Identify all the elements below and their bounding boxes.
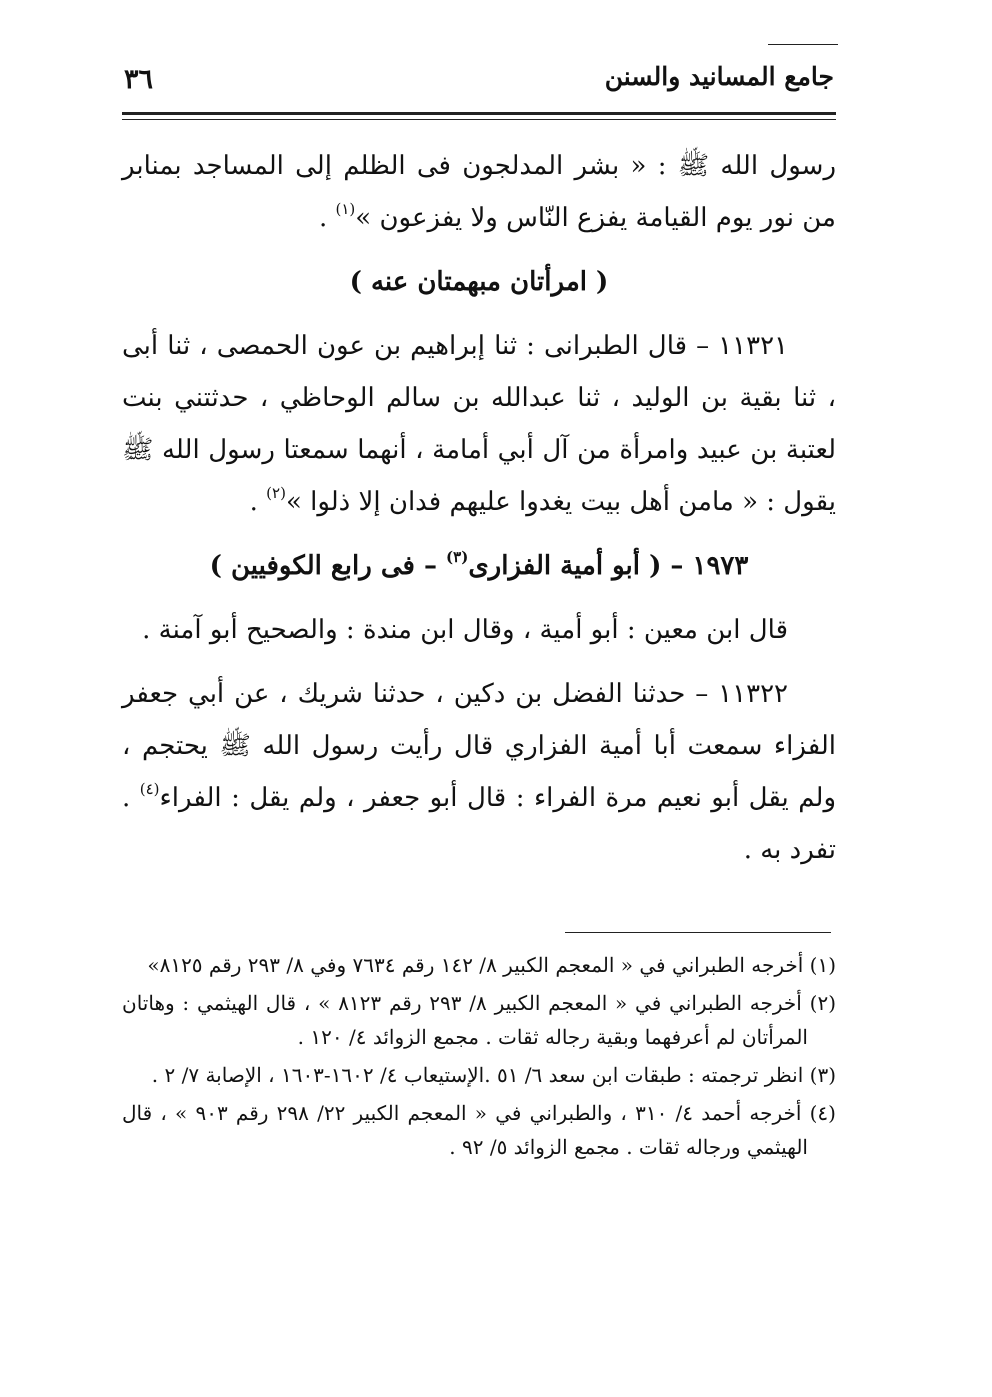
header-divider <box>122 112 836 120</box>
footnote-ref-2: (٢) <box>266 484 286 502</box>
paragraph-1 <box>122 140 836 244</box>
footnote-ref-4: (٤) <box>139 780 160 798</box>
hadith-11322-text: ١١٣٢٢ – حدثنا الفضل بن دكين ، حدثنا شريك ، عن أبي جعفر الفزاء سمعت أبا أمية الفزاري قال رأيت رسول الله ﷺ يحتجم ، ولم يقل أبو نعيم مرة الفراء : قال أبو جعفر ، ولم يقل : الفراء <box>122 679 837 813</box>
section-heading-1: ( امرأتان مبهمتان عنه ) <box>349 267 609 297</box>
hadith-11321-end: . <box>249 487 267 517</box>
page-number: ٣٦ <box>124 64 154 95</box>
paragraph-1-end: . <box>318 203 336 233</box>
footnote-divider <box>565 932 831 933</box>
footnote-ref-1: (١) <box>335 200 356 218</box>
footnote-ref-3: (٣) <box>446 548 469 566</box>
section-heading-2-b: – فى رابع الكوفيين ) <box>209 551 447 581</box>
paragraph-1-line-1: رسول الله ﷺ : « بشر المدلجون فى الظلم إلى المساجد بمنابر من نور يوم <box>122 151 836 233</box>
footnote-1: (١) أخرجه الطبراني في « المعجم الكبير ٨/ ١٤٢ رقم ٧٦٣٤ وفي ٨/ ٢٩٣ رقم ٨١٢٥» <box>147 953 836 977</box>
hadith-11321 <box>122 320 836 528</box>
hadith-11322 <box>122 668 836 876</box>
section-heading-2-a: ١٩٧٣ – ( أبو أمية الفزارى <box>468 551 749 581</box>
paragraph-1-line-2: القيامة يفزع النّاس ولا يفزعون » <box>355 203 708 233</box>
running-title: جامع المسانيد والسنن <box>604 62 834 91</box>
main-text <box>122 140 836 876</box>
footnote-3: (٣) انظر ترجمته : طبقات ابن سعد ٦/ ٥١ .الإستيعاب ٤/ ١٦٠٢-١٦٠٣ ، الإصابة ٧/ ٢ . <box>151 1063 836 1087</box>
footnotes <box>122 948 836 1168</box>
header-top-rule <box>768 44 838 45</box>
hadith-11322-end: . تفرد به . <box>122 783 836 865</box>
footnote-4: (٤) أخرجه أحمد ٤/ ٣١٠ ، والطبراني في « المعجم الكبير ٢٢/ ٢٩٨ رقم ٩٠٣ » ، قال الهيثمي ورجاله ثقات . مجمع الزوائد ٥/ ٩٢ . <box>122 1101 836 1159</box>
narrator-note: قال ابن معين : أبو أمية ، وقال ابن مندة : والصحيح أبو آمنة . <box>142 615 788 645</box>
footnote-2: (٢) أخرجه الطبراني في « المعجم الكبير ٨/ ٢٩٣ رقم ٨١٢٣ » ، قال الهيثمي : وهاتان المرأتان لم أعرفهما وبقية رجاله ثقات . مجمع الزوائد ٤/ ١٢٠ . <box>122 991 836 1049</box>
section-heading-2 <box>122 540 836 592</box>
hadith-11321-text: ١١٣٢١ – قال الطبرانى : ثنا إبراهيم بن عون الحمصى ، ثنا أبى ، ثنا بقية بن الوليد ، ثنا عبدالله بن سالم الوحاظي ، حدثتني بنت لعتبة بن عبيد وامرأة من آل أبي أمامة ، أنهما سمعتا رسول الله ﷺ يقول : « مامن أهل بيت يغدوا عليهم فدان إلا ذلوا » <box>122 331 837 517</box>
